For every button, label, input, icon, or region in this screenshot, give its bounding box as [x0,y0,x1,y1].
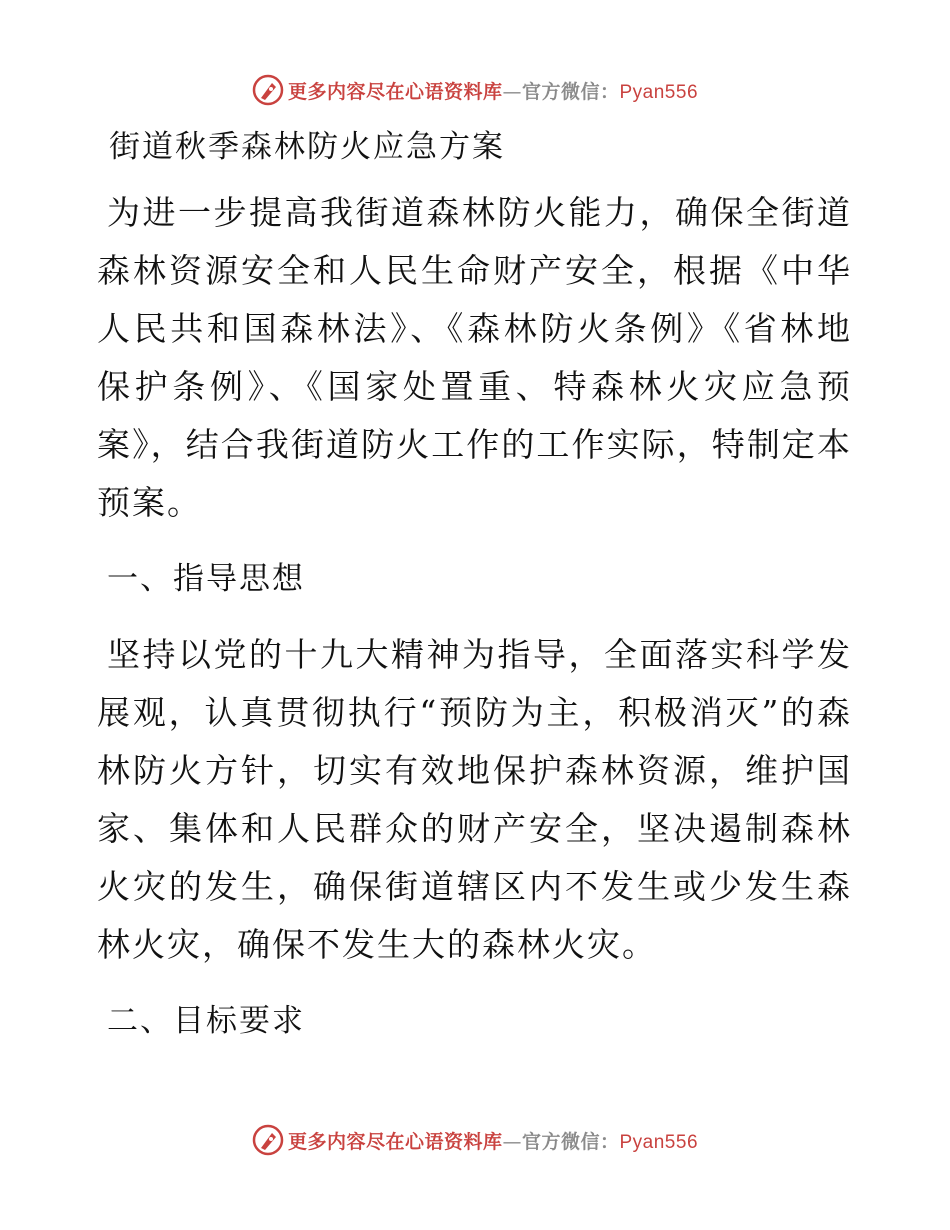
watermark-official: 官方微信： [521,80,620,103]
intro-paragraph: 为进一步提高我街道森林防火能力，确保全街道森林资源安全和人民生命财产安全，根据《中华人民共和国森林法》、《森林防火条例》《省林地保护条例》、《国家处置重、特森林火灾应急预案》，结合我街道防火工作的工作实际，特制定本预案。 [97,193,852,522]
watermark-main: 更多内容尽在心语资料库 [287,80,503,103]
watermark-dash: — [502,1130,522,1153]
pen-nib-seal-icon [252,74,284,106]
section-heading-goals: 二、目标要求 [107,1003,305,1039]
document-title: 街道秋季森林防火应急方案 [109,129,505,165]
document-body [97,122,852,1050]
watermark-text [288,77,698,104]
section-heading-guiding-ideology: 一、指导思想 [107,561,305,597]
watermark-text [288,1127,698,1154]
watermark-header [0,72,950,108]
guiding-ideology-paragraph: 坚持以党的十九大精神为指导，全面落实科学发展观，认真贯彻执行“预防为主，积极消灭”的森林防火方针，切实有效地保护森林资源，维护国家、集体和人民群众的财产安全，坚决遏制森林火灾的发生，确保街道辖区内不发生或少发生森林火灾，确保不发生大的森林火灾。 [97,635,852,964]
watermark-id: Pyan556 [619,1131,699,1153]
watermark-dash: — [502,80,522,103]
pen-nib-seal-icon [252,1124,284,1156]
watermark-id: Pyan556 [619,81,699,103]
watermark-main: 更多内容尽在心语资料库 [287,1130,503,1153]
watermark-footer [0,1122,950,1158]
watermark-official: 官方微信： [521,1130,620,1153]
